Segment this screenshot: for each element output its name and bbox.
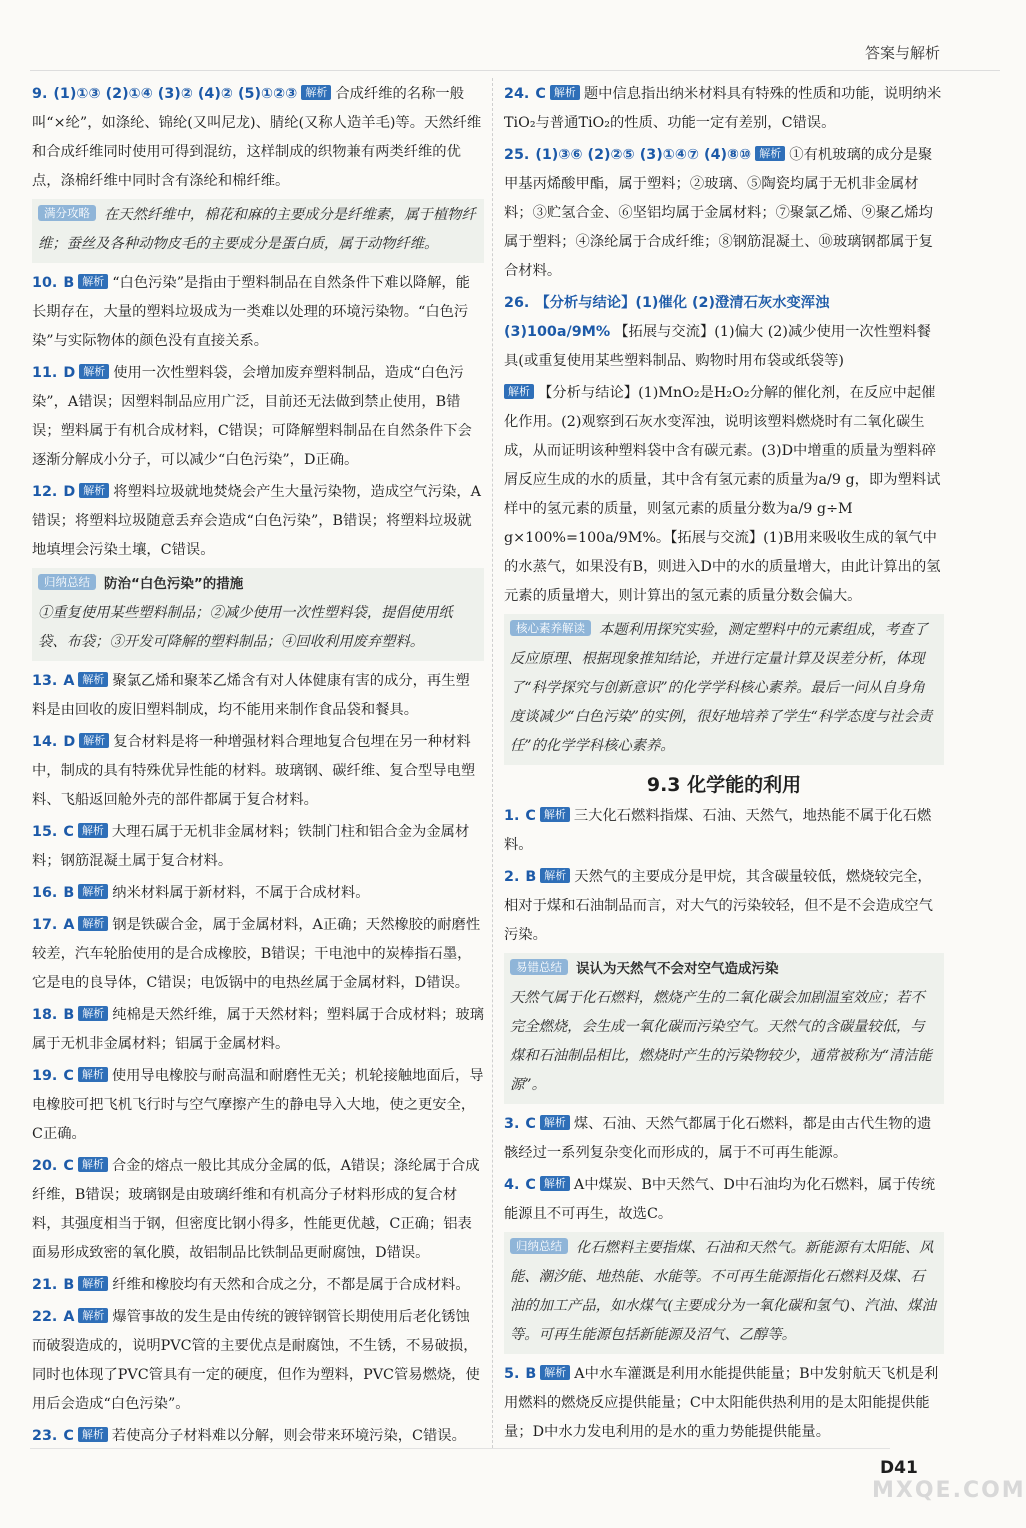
tip-box-tag: 核心素养解读 [510, 620, 591, 636]
question-number: 22. [32, 1309, 58, 1325]
tip-box-tag: 归纳总结 [510, 1238, 568, 1254]
answer-item [504, 141, 944, 286]
analysis-tag: 解析 [78, 274, 108, 289]
explanation-text: 【拓展与交流】(1)偏大 (2)减少使用一次性塑料餐具(或重复使用某些塑料制品、购物时用布袋或纸袋等) [504, 324, 931, 369]
analysis-tag: 解析 [78, 1308, 108, 1323]
tip-box-text: 在天然纤维中，棉花和麻的主要成分是纤维素，属于植物纤维；蚕丝及各种动物皮毛的主要成分是蛋白质，属于动物纤维。 [38, 207, 476, 252]
explanation-text: ①有机玻璃的成分是聚甲基丙烯酸甲酯，属于塑料；②玻璃、⑤陶瓷均属于无机非金属材料；③贮氢合金、⑥坚铝均属于金属材料；⑦聚氯乙烯、⑨聚乙烯均属于塑料；④涤纶属于合成纤维；⑧钢筋混凝土、⑩玻璃钢都属于复合材料。 [504, 147, 933, 279]
question-number: 4. [504, 1177, 520, 1193]
explanation-text: A中水车灌溉是利用水能提供能量；B中发射航天飞机是利用燃料的燃烧反应提供能量；C中太阳能供热利用的是太阳能提供能量；D中水力发电利用的是水的重力势能提供能量。 [504, 1366, 939, 1440]
answer-key: A [63, 917, 75, 933]
analysis-tag: 解析 [504, 384, 534, 399]
question-number: 1. [504, 808, 520, 824]
answer-key: B [63, 1007, 75, 1023]
question-number: 3. [504, 1116, 520, 1132]
analysis-tag: 解析 [79, 483, 109, 498]
answer-item [32, 879, 484, 908]
answer-key: B [525, 1366, 537, 1382]
analysis-tag: 解析 [78, 672, 108, 687]
answer-key: B [63, 275, 75, 291]
answer-key: D [63, 365, 76, 381]
answer-item [32, 1152, 484, 1268]
tip-box-text: ①重复使用某些塑料制品；②减少使用一次性塑料袋，提倡使用纸袋、布袋；③开发可降解的塑料制品；④回收利用废弃塑料。 [38, 605, 453, 650]
answer-key: C [63, 824, 74, 840]
question-number: 12. [32, 484, 58, 500]
answer-key: B [63, 1277, 75, 1293]
answer-key: 【分析与结论】(1)催化 (2)澄清石灰水变浑浊 (3)100a/9M% [504, 295, 830, 340]
question-number: 9. [32, 86, 48, 102]
answer-key: D [63, 484, 76, 500]
question-number: 19. [32, 1068, 58, 1084]
footer-rule [30, 1448, 890, 1449]
tip-box [504, 1232, 944, 1354]
answer-key: C [535, 86, 546, 102]
explanation-text: 天然气的主要成分是甲烷，其含碳量较低，燃烧较完全，相对于煤和石油制品而言，对大气的污染较轻，但不是不会造成空气污染。 [504, 869, 933, 943]
explanation-text: 合金的熔点一般比其成分金属的低，A错误；涤纶属于合成纤维，B错误；玻璃钢是由玻璃纤维和有机高分子材料形成的复合材料，其强度相当于钢，但密度比钢小得多，性能更优越，C正确；铝表面易形成致密的氧化膜，故铝制品比铁制品更耐腐蚀，D错误。 [32, 1158, 480, 1261]
explanation-text: 煤、石油、天然气都属于化石燃料，都是由古代生物的遗骸经过一系列复杂变化而形成的，属于不可再生能源。 [504, 1116, 932, 1161]
answer-item [504, 1360, 944, 1447]
right-column [504, 80, 944, 1450]
answer-item [504, 802, 944, 860]
answer-item [32, 80, 484, 196]
answer-item [504, 1110, 944, 1168]
question-number: 20. [32, 1158, 58, 1174]
question-number: 24. [504, 86, 530, 102]
page-header: 答案与解析 [864, 44, 940, 62]
watermark: MXQE.COM [872, 1478, 1026, 1503]
answer-key: (1)①③ (2)①④ (3)② (4)② (5)①②③ [53, 86, 298, 102]
answer-item [504, 1171, 944, 1229]
answer-key: B [63, 885, 75, 901]
left-column [32, 80, 484, 1454]
question-number: 18. [32, 1007, 58, 1023]
answer-key: C [525, 1116, 536, 1132]
explanation-text: 若使高分子材料难以分解，则会带来环境污染，C错误。 [111, 1428, 466, 1444]
explanation-text: “白色污染”是指由于塑料制品在自然条件下难以降解，能长期存在，大量的塑料垃圾成为一类难以处理的环境污染物。“白色污染”与实际物体的颜色没有直接关系。 [32, 275, 470, 349]
analysis-tag: 解析 [79, 733, 109, 748]
analysis-tag: 解析 [78, 884, 108, 899]
analysis-tag: 解析 [78, 1157, 108, 1172]
analysis-tag: 解析 [540, 807, 570, 822]
question-number: 10. [32, 275, 58, 291]
answer-item [504, 289, 944, 376]
question-number: 14. [32, 734, 58, 750]
question-number: 11. [32, 365, 58, 381]
explanation-text: 使用导电橡胶与耐高温和耐磨性无关；机轮接触地面后，导电橡胶可把飞机飞行时与空气摩擦产生的静电导入大地，使之更安全，C正确。 [32, 1068, 484, 1142]
explanation-text: 纳米材料属于新材料，不属于合成材料。 [112, 885, 370, 901]
tip-box-title: 误认为天然气不会对空气造成污染 [576, 961, 779, 977]
explanation-text: 三大化石燃料指煤、石油、天然气，地热能不属于化石燃料。 [504, 808, 932, 853]
question-number: 17. [32, 917, 58, 933]
analysis-tag: 解析 [301, 85, 331, 100]
tip-box [504, 953, 944, 1104]
answer-item [504, 379, 944, 611]
answer-item [32, 478, 484, 565]
question-number: 25. [504, 147, 530, 163]
analysis-tag: 解析 [755, 146, 785, 161]
explanation-text: 将塑料垃圾就地焚烧会产生大量污染物，造成空气污染，A错误；将塑料垃圾随意丢弃会造成“白色污染”，B错误；将塑料垃圾就地填埋会污染土壤，C错误。 [32, 484, 481, 558]
question-number: 21. [32, 1277, 58, 1293]
analysis-tag: 解析 [78, 823, 108, 838]
answer-key: C [525, 808, 536, 824]
answer-key: A [63, 673, 75, 689]
answer-item [32, 269, 484, 356]
explanation-text: 复合材料是将一种增强材料合理地复合包埋在另一种材料中，制成的具有特殊优异性能的材料。玻璃钢、碳纤维、复合型导电塑料、飞船返回舱外壳的部件都属于复合材料。 [32, 734, 476, 808]
analysis-tag: 解析 [79, 364, 109, 379]
question-number: 2. [504, 869, 520, 885]
tip-box-title: 防治“白色污染”的措施 [104, 576, 244, 592]
question-number: 13. [32, 673, 58, 689]
answer-key: C [63, 1428, 74, 1444]
explanation-text: 大理石属于无机非金属材料；铁制门柱和铝合金为金属材料；钢筋混凝土属于复合材料。 [32, 824, 470, 869]
answer-item [32, 818, 484, 876]
answer-item [32, 667, 484, 725]
explanation-text: 钢是铁碳合金，属于金属材料，A正确；天然橡胶的耐磨性较差，汽车轮胎使用的是合成橡胶，B错误；干电池中的炭棒指石墨，它是电的良导体，C错误；电饭锅中的电热丝属于金属材料，D错误。 [32, 917, 481, 991]
answer-item [32, 728, 484, 815]
analysis-tag: 解析 [540, 868, 570, 883]
tip-box [504, 614, 944, 765]
tip-box-tag: 易错总结 [510, 959, 568, 975]
tip-box-tag: 满分攻略 [38, 205, 96, 221]
explanation-text: 纯棉是天然纤维，属于天然材料；塑料属于合成材料；玻璃属于无机非金属材料；铝属于金属材料。 [32, 1007, 484, 1052]
answer-item [32, 1271, 484, 1300]
column-divider [492, 78, 493, 1448]
explanation-text: 合成纤维的名称一般叫“×纶”，如涤纶、锦纶(又叫尼龙)、腈纶(又称人造羊毛)等。天然纤维和合成纤维同时使用可得到混纺，这样制成的织物兼有两类纤维的优点，涤棉纤维中同时含有涤纶和棉纤维。 [32, 86, 482, 189]
answer-key: (1)③⑥ (2)②⑤ (3)①④⑦ (4)⑧⑩ [535, 147, 752, 163]
answer-item [32, 1422, 484, 1451]
question-number: 5. [504, 1366, 520, 1382]
section-title: 9.3 化学能的利用 [646, 774, 802, 796]
analysis-tag: 解析 [78, 1006, 108, 1021]
analysis-tag: 解析 [540, 1365, 570, 1380]
answer-item [32, 1303, 484, 1419]
answer-key: D [63, 734, 76, 750]
answer-item [32, 359, 484, 475]
analysis-tag: 解析 [540, 1176, 570, 1191]
question-number: 26. [504, 295, 530, 311]
page-number: D41 [880, 1458, 918, 1478]
explanation-text: 【分析与结论】(1)MnO₂是H₂O₂分解的催化剂，在反应中起催化作用。(2)观察到石灰水变浑浊，说明该塑料燃烧时有二氧化碳生成，从而证明该种塑料袋中含有碳元素。(3)D中增重的质量为塑料碎屑反应生成的水的质量，其中含有氢元素的质量为a/9 g，即为塑料试样中的氢元素的质量，则氢元素的质量分数为a/9 g÷M g×100%=100a/9M%。【拓展与交流】(1)B用来吸收生成的氧气中的水蒸气，如果没有B，则进入D中的水的质量增大，由此计算出的氢元素的质量增大，则计算出的氢元素的质量分数会偏大。 [504, 385, 941, 604]
explanation-text: 使用一次性塑料袋，会增加废弃塑料制品，造成“白色污染”，A错误；因塑料制品应用广泛，目前还无法做到禁止使用，B错误；塑料属于有机合成材料，C错误；可降解塑料制品在自然条件下会逐渐分解成小分子，可以减少“白色污染”，D正确。 [32, 365, 472, 468]
tip-box-text: 天然气属于化石燃料，燃烧产生的二氧化碳会加剧温室效应；若不完全燃烧，会生成一氧化碳而污染空气。天然气的含碳量较低，与煤和石油制品相比，燃烧时产生的污染物较少，通常被称为“清洁能源”。 [510, 990, 932, 1093]
tip-box [32, 199, 484, 263]
analysis-tag: 解析 [78, 916, 108, 931]
answer-key: A [63, 1309, 75, 1325]
explanation-text: 爆管事故的发生是由传统的镀锌钢管长期使用后老化锈蚀而破裂造成的，说明PVC管的主要优点是耐腐蚀，不生锈，不易破损，同时也体现了PVC管具有一定的硬度，但作为塑料，PVC管易燃烧，使用后会造成“白色污染”。 [32, 1309, 480, 1412]
question-number: 23. [32, 1428, 58, 1444]
explanation-text: 聚氯乙烯和聚苯乙烯含有对人体健康有害的成分，再生塑料是由回收的废旧塑料制成，均不能用来制作食品袋和餐具。 [32, 673, 470, 718]
answer-key: B [525, 869, 537, 885]
tip-box [32, 568, 484, 661]
explanation-text: 纤维和橡胶均有天然和合成之分，不都是属于合成材料。 [112, 1277, 470, 1293]
tip-box-text: 化石燃料主要指煤、石油和天然气。新能源有太阳能、风能、潮汐能、地热能、水能等。不可再生能源指化石燃料及煤、石油的加工产品，如水煤气(主要成分为一氧化碳和氢气)、汽油、煤油等。可再生能源包括新能源及沼气、乙醇等。 [510, 1240, 936, 1343]
analysis-tag: 解析 [78, 1276, 108, 1291]
question-number: 16. [32, 885, 58, 901]
analysis-tag: 解析 [78, 1067, 108, 1082]
tip-box-text: 本题利用探究实验，测定塑料中的元素组成，考查了反应原理、根据现象推知结论，并进行定量计算及误差分析，体现了“科学探究与创新意识”的化学学科核心素养。最后一问从自身角度谈减少“白色污染”的实例，很好地培养了学生“科学态度与社会责任”的化学学科核心素养。 [510, 622, 933, 754]
explanation-text: A中煤炭、B中天然气、D中石油均为化石燃料，属于传统能源且不可再生，故选C。 [504, 1177, 936, 1222]
answer-item [504, 863, 944, 950]
answer-key: C [63, 1068, 74, 1084]
question-number: 15. [32, 824, 58, 840]
analysis-tag: 解析 [78, 1427, 108, 1442]
answer-key: C [63, 1158, 74, 1174]
answer-key: C [525, 1177, 536, 1193]
answer-item [32, 1062, 484, 1149]
answer-item [504, 80, 944, 138]
answer-item [32, 1001, 484, 1059]
explanation-text: 题中信息指出纳米材料具有特殊的性质和功能，说明纳米TiO₂与普通TiO₂的性质、功能一定有差别，C错误。 [504, 86, 942, 131]
tip-box-tag: 归纳总结 [38, 574, 96, 590]
answer-item [32, 911, 484, 998]
analysis-tag: 解析 [540, 1115, 570, 1130]
header-rule [30, 70, 1000, 71]
analysis-tag: 解析 [550, 85, 580, 100]
